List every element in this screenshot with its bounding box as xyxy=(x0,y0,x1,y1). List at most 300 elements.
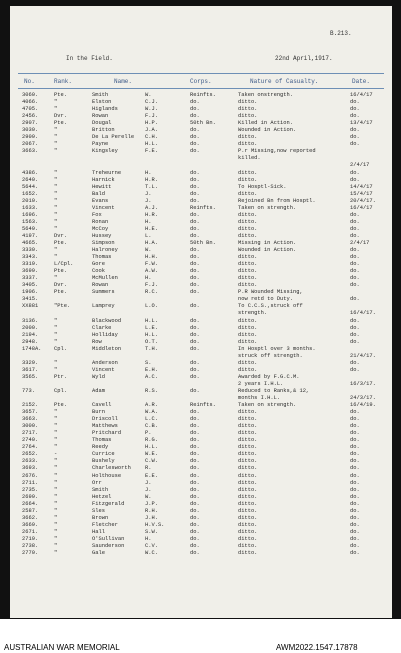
initials-cell: J. xyxy=(145,190,152,197)
corps-cell: do. xyxy=(190,543,200,549)
service-number-cell: 2587. xyxy=(22,507,39,514)
table-row xyxy=(10,332,392,339)
document-reference: B.213. xyxy=(330,30,352,37)
rank-cell: " xyxy=(54,197,58,204)
table-row xyxy=(10,416,392,423)
table-row xyxy=(10,458,392,465)
corps-cell: Reinfts. xyxy=(190,92,216,98)
casualty-date-cell: do. xyxy=(350,416,360,423)
document-date: 22nd April,1917. xyxy=(275,55,333,62)
casualty-date-cell: 16/4/17 xyxy=(350,92,373,98)
service-number-cell: 2738. xyxy=(22,543,39,549)
casualty-nature-cell: ditto. xyxy=(238,486,258,493)
corps-cell: do. xyxy=(190,211,200,218)
table-row xyxy=(10,275,392,282)
service-number-cell: 2067. xyxy=(22,141,39,148)
table-row xyxy=(10,501,392,508)
corps-cell: do. xyxy=(190,550,200,557)
table-row xyxy=(10,170,392,177)
rank-cell: " xyxy=(54,317,58,324)
service-number-cell: 3337. xyxy=(22,275,39,282)
table-row xyxy=(10,184,392,191)
initials-cell: S.W. xyxy=(145,528,158,535)
table-row xyxy=(10,205,392,212)
rank-cell: " xyxy=(54,514,58,521)
initials-cell: H. xyxy=(145,275,152,282)
service-number-cell: 3693. xyxy=(22,465,39,472)
casualty-nature-cell: strength. xyxy=(238,310,268,317)
casualty-nature-cell: ditto. xyxy=(238,472,258,479)
table-row xyxy=(10,388,392,395)
corps-cell: do. xyxy=(190,169,200,176)
casualty-nature-cell: struck off strength. xyxy=(238,352,303,359)
rank-cell: " xyxy=(54,106,58,113)
footer-credit: AUSTRALIAN WAR MEMORIAL xyxy=(4,643,120,652)
corps-cell: do. xyxy=(190,282,200,289)
service-number-cell: 1906. xyxy=(22,289,39,296)
table-row xyxy=(10,430,392,437)
surname-cell: Blackwood xyxy=(92,317,122,324)
casualty-date-cell: 20/4/17. xyxy=(350,197,376,204)
casualty-date-cell: do. xyxy=(350,521,360,528)
casualty-nature-cell: ditto. xyxy=(238,169,258,176)
surname-cell: Middleton xyxy=(92,345,122,352)
surname-cell: O'Sullivan xyxy=(92,535,125,542)
casualty-date-cell: do. xyxy=(350,275,360,282)
surname-cell: Lamprey xyxy=(92,303,115,310)
corps-cell: do. xyxy=(190,437,200,444)
rank-cell: " xyxy=(54,183,58,190)
casualty-date-cell: 14/4/17 xyxy=(350,183,373,190)
service-number-cell: 2671. xyxy=(22,528,39,535)
casualty-nature-cell: ditto. xyxy=(238,535,258,542)
corps-cell: do. xyxy=(190,387,200,394)
initials-cell: C.V. xyxy=(145,543,158,549)
corps-cell: do. xyxy=(190,275,200,282)
initials-cell: H.L. xyxy=(145,141,158,148)
initials-cell: L.E. xyxy=(145,324,158,331)
initials-cell: L.C. xyxy=(145,416,158,423)
initials-cell: T.L. xyxy=(145,183,158,190)
rank-cell: " xyxy=(54,359,58,366)
casualty-nature-cell: ditto. xyxy=(238,465,258,472)
header-corps: Corps. xyxy=(190,78,212,85)
initials-cell: F.E. xyxy=(145,148,158,155)
table-row xyxy=(10,529,392,536)
surname-cell: Gale xyxy=(92,550,105,557)
corps-cell: do. xyxy=(190,232,200,239)
corps-cell: do. xyxy=(190,423,200,430)
rank-cell: " xyxy=(54,528,58,535)
initials-cell: R. xyxy=(145,465,152,472)
casualty-nature-cell: ditto. xyxy=(238,366,258,373)
surname-cell: Vincent xyxy=(92,366,115,373)
surname-cell: Driscoll xyxy=(92,416,118,423)
initials-cell: F.W. xyxy=(145,261,158,268)
casualty-nature-cell: ditto. xyxy=(238,141,258,148)
casualty-date-cell: 16/4/17. xyxy=(350,310,376,317)
casualty-nature-cell: ditto. xyxy=(238,261,258,268)
surname-cell: Wyld xyxy=(92,373,105,380)
table-row xyxy=(10,134,392,141)
casualty-date-cell: do. xyxy=(350,465,360,472)
rank-cell: " xyxy=(54,472,58,479)
table-row xyxy=(10,494,392,501)
initials-cell: J.A. xyxy=(145,127,158,134)
surname-cell: Gore xyxy=(92,261,105,268)
surname-cell: Clarke xyxy=(92,324,112,331)
service-number-cell: 2676. xyxy=(22,472,39,479)
rank-cell: Pte. xyxy=(54,92,67,98)
surname-cell: Fletcher xyxy=(92,521,118,528)
rank-cell: " xyxy=(54,465,58,472)
casualty-nature-cell: Taken on strength. xyxy=(238,402,297,409)
rank-cell: " xyxy=(54,99,58,106)
initials-cell: H.V.S. xyxy=(145,521,165,528)
casualty-nature-cell: now retd to Duty. xyxy=(238,296,293,303)
table-row xyxy=(10,360,392,367)
service-number-cell: 3415. xyxy=(22,296,39,303)
surname-cell: Smith xyxy=(92,92,109,98)
service-number-cell: 3136. xyxy=(22,317,39,324)
casualty-date-cell: do. xyxy=(350,500,360,507)
casualty-date-cell: do. xyxy=(350,366,360,373)
corps-cell: do. xyxy=(190,176,200,183)
surname-cell: McMullen xyxy=(92,275,118,282)
casualty-nature-cell: ditto. xyxy=(238,416,258,423)
corps-cell: Reinfts. xyxy=(190,204,216,211)
initials-cell: H.R. xyxy=(145,176,158,183)
rank-cell: " xyxy=(54,204,58,211)
table-row xyxy=(10,346,392,353)
header-date: Date. xyxy=(352,78,371,85)
service-number-cell: 2194. xyxy=(22,331,39,338)
rank-cell: " xyxy=(54,338,58,345)
table-row xyxy=(10,254,392,261)
casualty-date-cell: 2/4/17 xyxy=(350,239,370,246)
casualty-nature-cell: ditto. xyxy=(238,479,258,486)
surname-cell: Britton xyxy=(92,127,115,134)
rank-cell: " xyxy=(54,423,58,430)
corps-cell: do. xyxy=(190,409,200,416)
corps-cell: do. xyxy=(190,324,200,331)
surname-cell: Rowan xyxy=(92,282,109,289)
casualty-date-cell: 15/4/17 xyxy=(350,190,373,197)
surname-cell: Orr xyxy=(92,479,102,486)
rank-cell: " xyxy=(54,543,58,549)
casualty-date-cell: do. xyxy=(350,134,360,141)
table-row xyxy=(10,148,392,155)
rank-cell: " xyxy=(54,430,58,437)
surname-cell: Currice xyxy=(92,451,115,458)
casualty-nature-cell: P.R Wounded Missing, xyxy=(238,289,303,296)
casualty-nature-cell: ditto. xyxy=(238,99,258,106)
surname-cell: Smith xyxy=(92,486,109,493)
casualty-date-cell: do. xyxy=(350,99,360,106)
initials-cell: H. xyxy=(145,535,152,542)
initials-cell: L.O. xyxy=(145,303,158,310)
surname-cell: Holthouse xyxy=(92,472,122,479)
casualty-nature-cell: ditto. xyxy=(238,528,258,535)
corps-cell: do. xyxy=(190,359,200,366)
casualty-date-cell: do. xyxy=(350,268,360,275)
service-number-cell: 2770. xyxy=(22,550,39,557)
service-number-cell: 2717. xyxy=(22,430,39,437)
corps-cell: do. xyxy=(190,514,200,521)
table-row xyxy=(10,515,392,522)
casualty-date-cell: do. xyxy=(350,409,360,416)
service-number-cell: 2640. xyxy=(22,176,39,183)
casualty-nature-cell: ditto. xyxy=(238,268,258,275)
surname-cell: Summers xyxy=(92,289,115,296)
casualty-date-cell: 16/4/17 xyxy=(350,204,373,211)
surname-cell: Fox xyxy=(92,211,102,218)
corps-cell: do. xyxy=(190,338,200,345)
surname-cell: Hall xyxy=(92,528,105,535)
casualty-nature-cell: Taken on strength. xyxy=(238,204,297,211)
initials-cell: L. xyxy=(145,232,152,239)
casualty-date-cell: do. xyxy=(350,507,360,514)
table-row xyxy=(10,289,392,296)
rank-cell: " xyxy=(54,479,58,486)
casualty-nature-cell: ditto. xyxy=(238,338,258,345)
service-number-cell: 3662. xyxy=(22,514,39,521)
casualty-nature-cell: ditto. xyxy=(238,521,258,528)
surname-cell: Pritchard xyxy=(92,430,122,437)
initials-cell: E.H. xyxy=(145,366,158,373)
initials-cell: H.L. xyxy=(145,317,158,324)
table-row xyxy=(10,318,392,325)
initials-cell: W.J. xyxy=(145,106,158,113)
corps-cell: do. xyxy=(190,472,200,479)
rank-cell: " xyxy=(54,493,58,500)
table-row xyxy=(10,303,392,310)
casualty-nature-cell: P.r Missing,now reported xyxy=(238,148,316,155)
header-no: No. xyxy=(24,78,35,85)
rank-cell: " xyxy=(54,247,58,254)
casualty-date-cell: do. xyxy=(350,169,360,176)
table-row xyxy=(10,473,392,480)
surname-cell: Sles xyxy=(92,507,105,514)
initials-cell: C.W. xyxy=(145,458,158,465)
casualty-nature-cell: ditto. xyxy=(238,430,258,437)
rank-cell: Pte. xyxy=(54,402,67,409)
surname-cell: Halroney xyxy=(92,247,118,254)
service-number-cell: 3699. xyxy=(22,268,39,275)
initials-cell: W.E. xyxy=(145,451,158,458)
rank-cell: " xyxy=(54,535,58,542)
corps-cell: do. xyxy=(190,317,200,324)
casualty-date-cell: do. xyxy=(350,472,360,479)
casualty-nature-cell: ditto. xyxy=(238,176,258,183)
corps-cell: do. xyxy=(190,183,200,190)
service-number-cell: 2652. xyxy=(22,451,39,458)
casualty-nature-cell: ditto. xyxy=(238,458,258,465)
corps-cell: do. xyxy=(190,148,200,155)
casualty-date-cell: do. xyxy=(350,437,360,444)
service-number-cell: 1652. xyxy=(22,190,39,197)
table-row xyxy=(10,381,392,388)
initials-cell: W. xyxy=(145,493,152,500)
casualty-nature-cell: ditto. xyxy=(238,218,258,225)
service-number-cell: 2711. xyxy=(22,479,39,486)
casualty-date-cell: 13/4/17 xyxy=(350,120,373,127)
initials-cell: W.A. xyxy=(145,409,158,416)
rank-cell: " xyxy=(54,218,58,225)
table-row xyxy=(10,325,392,332)
initials-cell: T.H. xyxy=(145,345,158,352)
initials-cell: H. xyxy=(145,218,152,225)
table-row xyxy=(10,409,392,416)
initials-cell: W. xyxy=(145,247,152,254)
table-row xyxy=(10,261,392,268)
corps-cell: do. xyxy=(190,289,200,296)
service-number-cell: 4705. xyxy=(22,106,39,113)
table-row xyxy=(10,480,392,487)
service-number-cell: 2664. xyxy=(22,500,39,507)
casualty-date-cell: do. xyxy=(350,324,360,331)
table-row xyxy=(10,296,392,303)
rank-cell: Pte. xyxy=(54,239,67,246)
corps-cell: do. xyxy=(190,521,200,528)
table-row xyxy=(10,451,392,458)
service-number-cell: 4066. xyxy=(22,99,39,106)
table-row xyxy=(10,177,392,184)
table-row xyxy=(10,268,392,275)
rank-cell: Ptr. xyxy=(54,373,67,380)
table-row xyxy=(10,92,392,99)
rank-cell: Cpl. xyxy=(54,387,67,394)
surname-cell: Row xyxy=(92,338,102,345)
casualty-date-cell: 16/3/17. xyxy=(350,380,376,387)
casualty-nature-cell: ditto. xyxy=(238,359,258,366)
header-nature: Nature of Casualty. xyxy=(250,78,319,85)
casualty-nature-cell: ditto. xyxy=(238,225,258,232)
rank-cell: " xyxy=(54,211,58,218)
initials-cell: R.G. xyxy=(145,437,158,444)
casualty-date-cell: do. xyxy=(350,430,360,437)
table-row xyxy=(10,219,392,226)
casualty-nature-cell: ditto. xyxy=(238,317,258,324)
casualty-nature-cell: months I.H.L. xyxy=(238,395,281,402)
service-number-cell: 3330. xyxy=(22,247,39,254)
initials-cell: W. xyxy=(145,92,152,98)
table-row xyxy=(10,374,392,381)
corps-cell: do. xyxy=(190,331,200,338)
initials-cell: C.H. xyxy=(145,134,158,141)
surname-cell: Burn xyxy=(92,409,105,416)
initials-cell: R.H. xyxy=(145,507,158,514)
corps-cell: do. xyxy=(190,268,200,275)
service-number-cell: 3000. xyxy=(22,423,39,430)
casualty-date-cell: do. xyxy=(350,486,360,493)
initials-cell: H. xyxy=(145,169,152,176)
table-row xyxy=(10,198,392,205)
initials-cell: J.H. xyxy=(145,514,158,521)
initials-cell: C.B. xyxy=(145,423,158,430)
casualty-date-cell: do. xyxy=(350,458,360,465)
service-number-cell: 2907. xyxy=(22,120,39,127)
casualty-date-cell: do. xyxy=(350,479,360,486)
casualty-date-cell: do. xyxy=(350,127,360,134)
rank-cell: " xyxy=(54,500,58,507)
corps-cell: do. xyxy=(190,451,200,458)
casualty-date-cell: do. xyxy=(350,218,360,225)
corps-cell: do. xyxy=(190,528,200,535)
service-number-cell: 3617. xyxy=(22,366,39,373)
header-rank: Rank. xyxy=(54,78,73,85)
casualty-date-cell: do. xyxy=(350,225,360,232)
initials-cell: H.R. xyxy=(145,211,158,218)
casualty-nature-cell: Awarded by F.G.C.M. xyxy=(238,373,300,380)
initials-cell: A.R. xyxy=(145,402,158,409)
rank-cell: Pte. xyxy=(54,289,67,296)
corps-cell: do. xyxy=(190,458,200,465)
casualty-date-cell: do. xyxy=(350,232,360,239)
corps-cell: do. xyxy=(190,141,200,148)
surname-cell: Thomas xyxy=(92,437,112,444)
corps-cell: do. xyxy=(190,416,200,423)
table-row xyxy=(10,191,392,198)
surname-cell: Dougal xyxy=(92,120,112,127)
casualty-date-cell: 24/3/17. xyxy=(350,395,376,402)
rank-cell: " xyxy=(54,190,58,197)
corps-cell: do. xyxy=(190,444,200,451)
surname-cell: Hetzel xyxy=(92,493,112,500)
casualty-nature-cell: Taken onstrength. xyxy=(238,92,293,98)
initials-cell: H.P. xyxy=(145,120,158,127)
service-number-cell: 2764. xyxy=(22,444,39,451)
rank-cell: - xyxy=(54,451,58,458)
casualty-nature-cell: ditto. xyxy=(238,113,258,120)
casualty-date-cell: do. xyxy=(350,331,360,338)
surname-cell: Ronan xyxy=(92,218,109,225)
casualty-date-cell: do. xyxy=(350,113,360,120)
service-number-cell: 2909. xyxy=(22,134,39,141)
service-number-cell: 3060. xyxy=(22,92,39,98)
surname-cell: Holliday xyxy=(92,331,118,338)
casualty-nature-cell: ditto. xyxy=(238,190,258,197)
surname-cell: Hussey xyxy=(92,232,112,239)
casualty-nature-cell: ditto. xyxy=(238,254,258,261)
table-row xyxy=(10,543,392,550)
service-number-cell: 3565. xyxy=(22,373,39,380)
corps-cell: do. xyxy=(190,507,200,514)
corps-cell: do. xyxy=(190,465,200,472)
casualty-nature-cell: In Hosptl over 3 months. xyxy=(238,345,316,352)
casualty-date-cell: do. xyxy=(350,528,360,535)
casualty-date-cell: do. xyxy=(350,176,360,183)
service-number-cell: 5644. xyxy=(22,183,39,190)
surname-cell: Rowan xyxy=(92,113,109,120)
header-name: Name. xyxy=(114,78,133,85)
rank-cell: " xyxy=(54,254,58,261)
header-rule-top xyxy=(18,73,384,74)
initials-cell: E.E. xyxy=(145,472,158,479)
casualty-date-cell: do. xyxy=(350,282,360,289)
surname-cell: De La Perelle xyxy=(92,134,135,141)
service-number-cell: 3319. xyxy=(22,261,39,268)
rank-cell: " xyxy=(54,275,58,282)
initials-cell: S. xyxy=(145,359,152,366)
casualty-date-cell: do. xyxy=(350,444,360,451)
surname-cell: Reedy xyxy=(92,444,109,451)
casualty-nature-cell: Reduced to Ranks,& 12, xyxy=(238,387,310,394)
service-number-cell: 2633. xyxy=(22,458,39,465)
rank-cell: " xyxy=(54,148,58,155)
casualty-date-cell: do. xyxy=(350,317,360,324)
initials-cell: J. xyxy=(145,486,152,493)
